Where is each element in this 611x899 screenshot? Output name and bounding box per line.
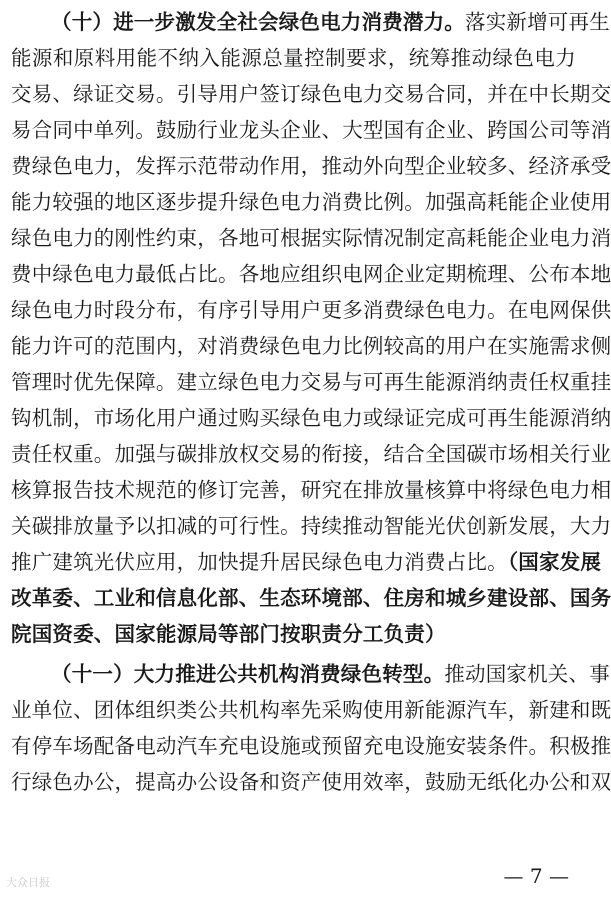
paragraph-1-line: 费中绿色电力最低占比。各地应组织电网企业定期梳理、公布本地 <box>11 262 611 286</box>
paragraph-1-line: 绿色电力时段分布，有序引导用户更多消费绿色电力。在电网保供 <box>11 298 611 322</box>
paragraph-1-line: 费绿色电力，发挥示范带动作用，推动外向型企业较多、经济承受 <box>11 154 611 178</box>
paragraph-1-line: 核算报告技术规范的修订完善，研究在排放量核算中将绿色电力相 <box>11 478 611 502</box>
paragraph-1-line: 交易、绿证交易。引导用户签订绿色电力交易合同，并在中长期交 <box>11 82 611 106</box>
paragraph-2-heading: （十一）大力推进公共机构消费绿色转型。 <box>51 662 445 686</box>
page-number: — 7 — <box>503 864 569 888</box>
paragraph-1-line: 易合同中单列。鼓励行业龙头企业、大型国有企业、跨国公司等消 <box>11 118 611 142</box>
responsible-departments-line: 改革委、工业和信息化部、生态环境部、住房和城乡建设部、国务 <box>11 586 611 610</box>
paragraph-1-line: 关碳排放量予以扣减的可行性。持续推动智能光伏创新发展，大力 <box>11 514 611 538</box>
paragraph-2-line: 业单位、团体组织类公共机构率先采购使用新能源汽车，新建和既 <box>11 698 611 722</box>
paragraph-2-line-1 <box>51 656 610 692</box>
paragraph-1-line: 能力较强的地区逐步提升绿色电力消费比例。加强高耗能企业使用 <box>11 190 611 214</box>
paragraph-2-line: 行绿色办公，提高办公设备和资产使用效率，鼓励无纸化办公和双 <box>11 770 611 794</box>
paragraph-1-first-text: 落实新增可再生 <box>465 10 610 34</box>
paragraph-2-line: 有停车场配备电动汽车充电设施或预留充电设施安装条件。积极推 <box>11 734 611 758</box>
paragraph-1-text: 推广建筑光伏应用，加快提升居民绿色电力消费占比。 <box>11 550 508 574</box>
paragraph-1-line: 责任权重。加强与碳排放权交易的衔接，结合全国碳市场相关行业 <box>11 442 611 466</box>
responsible-departments-start: （国家发展 <box>507 550 602 574</box>
paragraph-1-line-16 <box>11 544 602 580</box>
paragraph-1-line: 钩机制，市场化用户通过购买绿色电力或绿证完成可再生能源消纳 <box>11 406 611 430</box>
paragraph-1-line: 能源和原料用能不纳入能源总量控制要求，统筹推动绿色电力 <box>11 46 576 70</box>
paragraph-1-line: 绿色电力的刚性约束，各地可根据实际情况制定高耗能企业电力消 <box>11 226 611 250</box>
paragraph-2-first-text: 推动国家机关、事 <box>444 662 610 686</box>
paragraph-1-line: 能力许可的范围内，对消费绿色电力比例较高的用户在实施需求侧 <box>11 334 611 358</box>
responsible-departments-line: 院国资委、国家能源局等部门按职责分工负责） <box>11 622 446 646</box>
watermark: 大众日报 <box>6 876 50 889</box>
paragraph-1-line-1 <box>51 4 610 40</box>
paragraph-1-heading: （十）进一步激发全社会绿色电力消费潜力。 <box>51 10 465 34</box>
paragraph-1-line: 管理时优先保障。建立绿色电力交易与可再生能源消纳责任权重挂 <box>11 370 611 394</box>
